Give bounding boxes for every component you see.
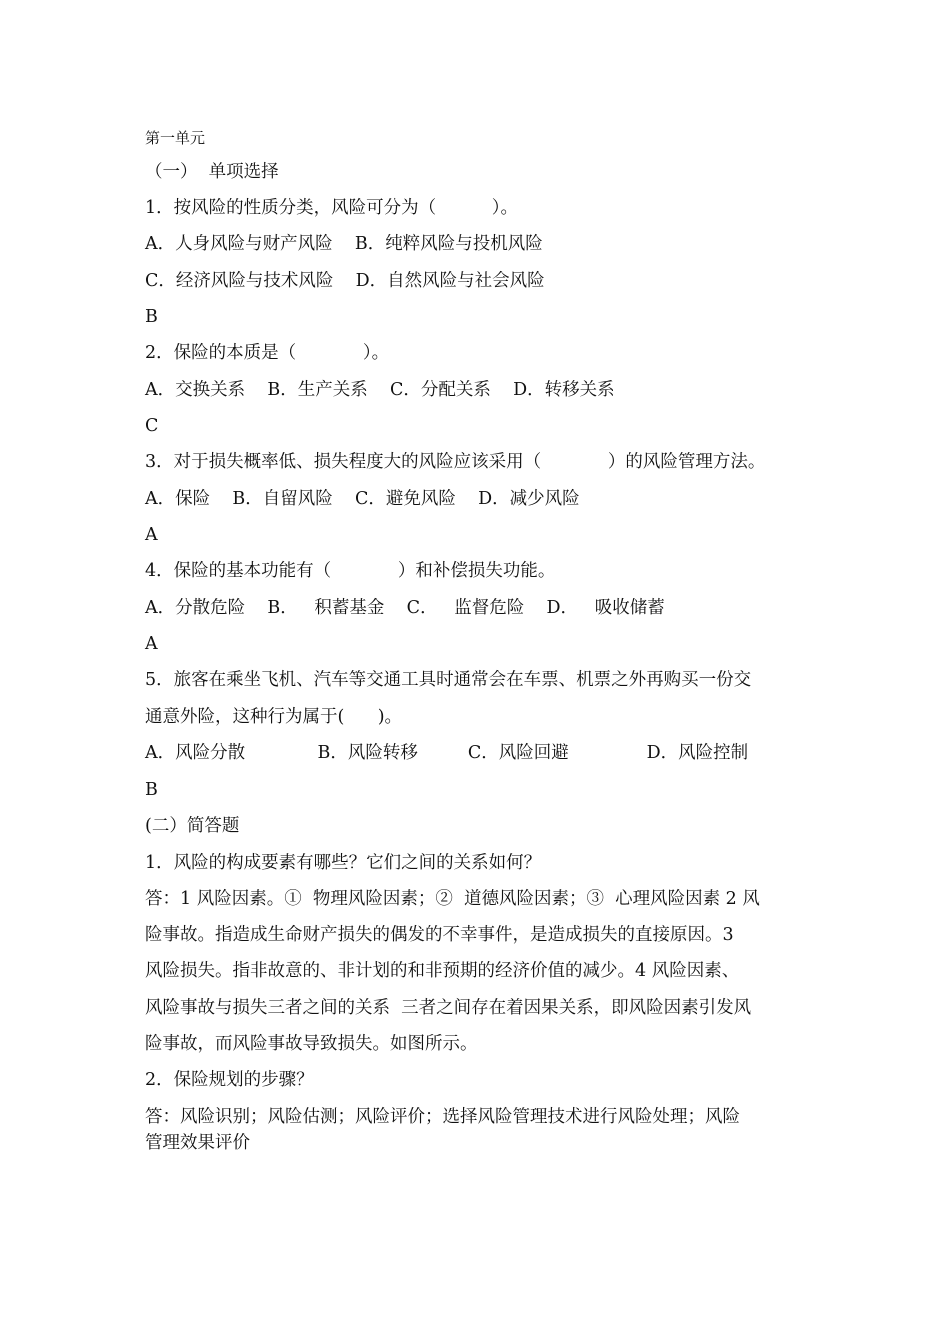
question-1: 1．按风险的性质分类，风险可分为（ ）。 xyxy=(145,198,519,218)
short-answer-2-line-1: 答：风险识别；风险估测；风险评价；选择风险管理技术进行风险处理；风险 xyxy=(145,1107,740,1127)
question-1-options-cd: C．经济风险与技术风险 D．自然风险与社会风险 xyxy=(145,271,545,291)
question-5-options: A．风险分散 B．风险转移 C．风险回避 D．风险控制 xyxy=(145,743,749,763)
question-5-line-1: 5．旅客在乘坐飞机、汽车等交通工具时通常会在车票、机票之外再购买一份交 xyxy=(145,670,752,690)
question-3: 3．对于损失概率低、损失程度大的风险应该采用（ ）的风险管理方法。 xyxy=(145,452,766,472)
section-title-single-choice: （一） 单项选择 xyxy=(145,162,279,182)
question-2-answer: C xyxy=(145,416,159,436)
short-answer-1-line-4: 风险事故与损失三者之间的关系 三者之间存在着因果关系，即风险因素引发风 xyxy=(145,998,752,1018)
question-1-answer: B xyxy=(145,307,158,327)
short-answer-1-line-3: 风险损失。指非故意的、非计划的和非预期的经济价值的减少。4 风险因素、 xyxy=(145,961,740,981)
question-3-options: A．保险 B．自留风险 C．避免风险 D．减少风险 xyxy=(145,489,580,509)
short-question-2: 2．保险规划的步骤？ xyxy=(145,1070,314,1090)
question-5-answer: B xyxy=(145,780,158,800)
section-title-short-answer: (二）简答题 xyxy=(145,816,240,836)
question-1-options-ab: A．人身风险与财产风险 B．纯粹风险与投机风险 xyxy=(145,234,543,254)
question-3-answer: A xyxy=(145,525,158,545)
short-answer-2-line-2: 管理效果评价 xyxy=(145,1133,250,1153)
short-answer-1-line-2: 险事故。指造成生命财产损失的偶发的不幸事件，是造成损失的直接原因。3 xyxy=(145,925,734,945)
unit-title: 第一单元 xyxy=(145,129,206,147)
short-answer-1-line-5: 险事故，而风险事故导致损失。如图所示。 xyxy=(145,1034,478,1054)
question-5-line-2: 通意外险，这种行为属于( )。 xyxy=(145,707,403,727)
question-2: 2．保险的本质是（ ）。 xyxy=(145,343,390,363)
question-2-options: A．交换关系 B．生产关系 C．分配关系 D．转移关系 xyxy=(145,380,615,400)
short-question-1: 1．风险的构成要素有哪些？它们之间的关系如何？ xyxy=(145,853,542,873)
question-4: 4．保险的基本功能有（ ）和补偿损失功能。 xyxy=(145,561,556,581)
question-4-answer: A xyxy=(145,634,158,654)
short-answer-1-line-1: 答：1 风险因素。① 物理风险因素；② 道德风险因素；③ 心理风险因素 2 风 xyxy=(145,889,760,909)
question-4-options: A．分散危险 B． 积蓄基金 C． 监督危险 D． 吸收储蓄 xyxy=(145,598,665,618)
